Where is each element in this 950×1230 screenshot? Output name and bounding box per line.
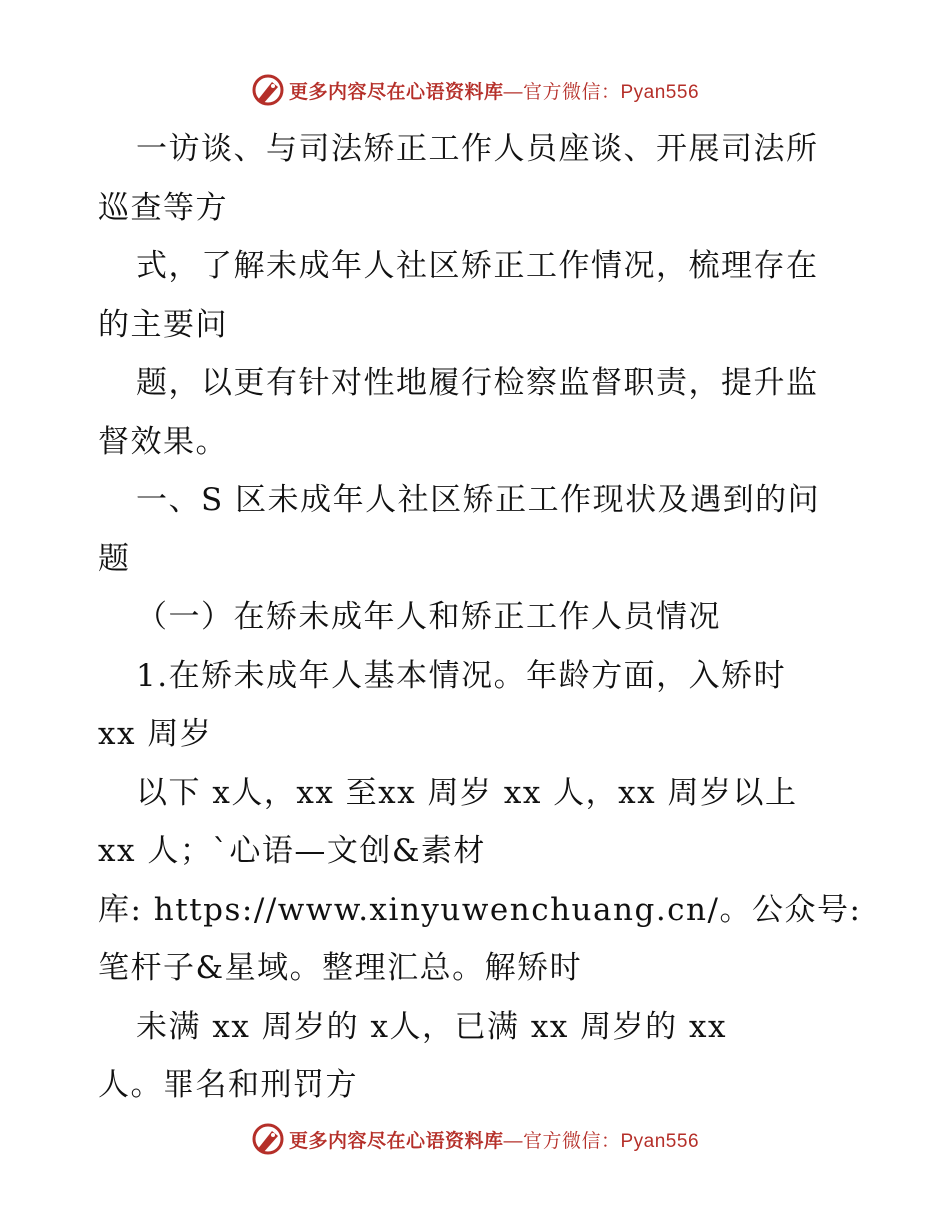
text-line: 库: https://www.xinyuwenchuang.cn/。公众号: (98, 891, 862, 928)
watermark-wechat: —官方微信：Pyan556 (503, 81, 700, 103)
pen-nib-circle-icon (251, 73, 285, 107)
text-line: 的主要问 (98, 306, 228, 343)
text-line: 督效果。 (98, 423, 228, 460)
text-line: xx 周岁 (98, 716, 213, 752)
watermark-text (289, 1126, 699, 1153)
text-line: 人。罪名和刑罚方 (98, 1067, 358, 1103)
text-line: 巡查等方 (98, 189, 228, 226)
watermark-text (289, 77, 699, 104)
text-line: 1.在矫未成年人基本情况。年龄方面，入矫时 (136, 657, 787, 694)
text-line: （一）在矫未成年人和矫正工作人员情况 (136, 599, 721, 635)
header-watermark (0, 70, 950, 110)
watermark-wechat: —官方微信：Pyan556 (503, 1130, 700, 1152)
text-line: 未满 xx 周岁的 x人，已满 xx 周岁的 xx (136, 1008, 728, 1045)
text-line: 一访谈、与司法矫正工作人员座谈、开展司法所 (136, 131, 819, 167)
document-body (98, 120, 862, 1115)
footer-watermark (0, 1119, 950, 1159)
text-line: 笔杆子&星域。整理汇总。解矫时 (98, 950, 583, 986)
text-line: 题 (98, 540, 131, 577)
text-line: 以下 x人，xx 至xx 周岁 xx 人，xx 周岁以上 (136, 774, 798, 811)
text-line: 式，了解未成年人社区矫正工作情况，梳理存在 (136, 248, 819, 284)
text-line: 题，以更有针对性地履行检察监督职责，提升监 (136, 365, 819, 401)
watermark-main: 更多内容尽在心语资料库 (288, 80, 504, 103)
text-line: 一、S 区未成年人社区矫正工作现状及遇到的问 (136, 482, 821, 518)
text-line: xx 人；`心语—文创&素材 (98, 833, 486, 869)
watermark-main: 更多内容尽在心语资料库 (288, 1129, 504, 1152)
pen-nib-circle-icon (251, 1122, 285, 1156)
